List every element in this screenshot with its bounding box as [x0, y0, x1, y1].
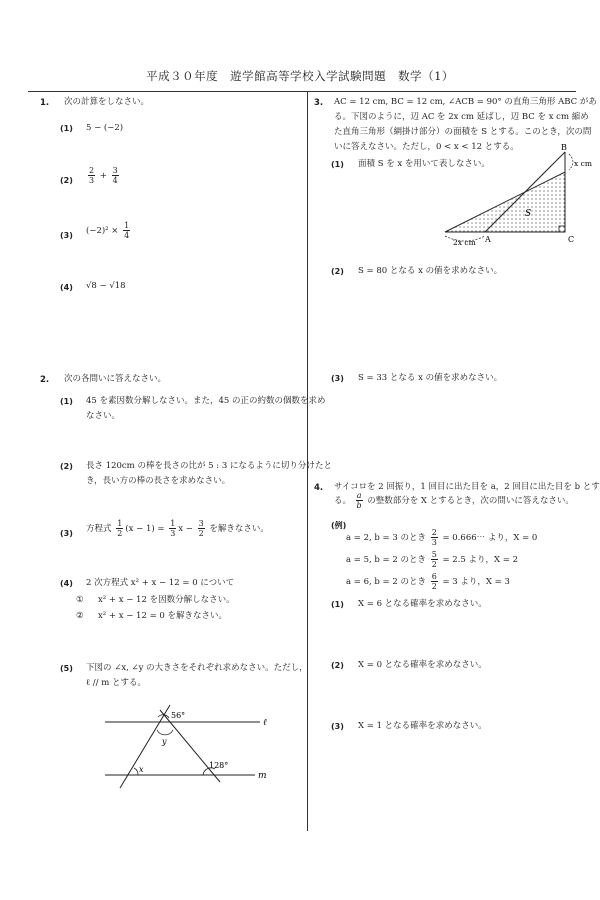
q1-2-expr: $\frac{2}{3}$ + $\frac{3}{4}$ — [89, 166, 118, 185]
vertex-b: B — [561, 143, 567, 152]
q3-2-text: S = 80 となる x の値を求めなさい。 — [358, 266, 503, 276]
q2-4-sub1: x² + x − 12 を因数分解しなさい。 — [98, 595, 235, 605]
q3-1-number: (1) — [331, 160, 344, 169]
q2-3-equation: 方程式 $\frac{1}{2}$ (x − 1) = $\frac{1}{3}$ x − $\frac{3}{2}$ を解きなさい。 — [86, 519, 269, 538]
q4-example-2: a = 5, b = 2 のとき $\frac{5}{2}$ = 2.5 より，X = 2 — [346, 550, 519, 569]
angle-arc-y — [157, 730, 173, 735]
q3-number: 3. — [314, 98, 324, 108]
q2-2-number: (2) — [60, 462, 73, 471]
q1-number: 1. — [40, 98, 50, 108]
q3-3-number: (3) — [331, 374, 344, 383]
parallel-lines-figure — [95, 700, 285, 790]
q1-stem: 次の計算をしなさい。 — [64, 97, 150, 107]
triangle-figure — [435, 142, 595, 247]
q2-2-line2: き，長い方の棒の長さを求めなさい。 — [86, 476, 231, 486]
q2-1-number: (1) — [60, 397, 73, 406]
q2-1-line2: なさい。 — [86, 411, 121, 421]
q2-2-line1: 長さ 120cm の棒を長さの比が 5 : 3 になるように切り分けたと — [86, 461, 332, 471]
q2-4-sub2-mark: ② — [76, 611, 84, 621]
q3-line4: いに答えなさい。ただし，0 < x < 12 とする。 — [334, 142, 519, 152]
q2-5-number: (5) — [60, 664, 73, 673]
x-cm-label: x cm — [574, 159, 592, 168]
q3-line2: る。下図のように，辺 AC を 2x cm 延ばし，辺 BC を x cm 縮め — [334, 112, 589, 122]
q4-example-1: a = 2, b = 3 のとき $\frac{2}{3}$ = 0.666⋯ より，X = 0 — [346, 528, 538, 547]
q4-2-text: X = 0 となる確率を求めなさい。 — [358, 660, 487, 670]
area-s-label: S — [525, 209, 532, 219]
vertex-c: C — [568, 235, 575, 244]
2x-cm-label: 2x cm — [453, 238, 476, 247]
q2-number: 2. — [40, 375, 50, 385]
q1-4-number: (4) — [60, 283, 73, 292]
angle-y-label: y — [162, 737, 167, 746]
line-l-label: ℓ — [263, 718, 267, 728]
header-rule — [28, 91, 576, 92]
q4-example-label: (例) — [331, 521, 347, 530]
q2-4-sub2: x² + x − 12 = 0 を解きなさい。 — [98, 611, 227, 621]
angle-x-label: x — [139, 765, 144, 774]
q1-1-number: (1) — [60, 124, 73, 133]
q3-3-text: S = 33 となる x の値を求めなさい。 — [358, 373, 503, 383]
angle-56-label: 56° — [171, 711, 186, 720]
q2-stem: 次の各問いに答えなさい。 — [64, 374, 167, 384]
q4-line2: る。 $\frac{a}{b}$ の整数部分を X とするとき，次の問いに答えなさい。 — [334, 491, 574, 510]
q3-1-text: 面積 S を x を用いて表しなさい。 — [358, 159, 490, 169]
q1-1-expr: 5 − (−2) — [86, 123, 124, 133]
transversal-right — [160, 710, 220, 782]
q4-2-number: (2) — [331, 661, 344, 670]
page-title: 平成３０年度 遊学館高等学校入学試験問題 数学（1） — [146, 69, 454, 83]
q3-2-number: (2) — [331, 267, 344, 276]
q3-line1: AC = 12 cm, BC = 12 cm, ∠ACB = 90° の直角三角形 ABC があ — [334, 97, 597, 107]
q4-3-number: (3) — [331, 722, 344, 731]
q2-4-sub1-mark: ① — [76, 595, 84, 605]
q2-4-number: (4) — [60, 579, 73, 588]
angle-128-label: 128° — [209, 761, 229, 770]
vertex-a: A — [485, 235, 491, 244]
q2-4-text: 2 次方程式 x² + x − 12 = 0 について — [86, 578, 235, 588]
transversal-left — [120, 705, 170, 788]
angle-arc-x — [134, 768, 138, 775]
q1-3-expr: (−2)² × $\frac{1}{4}$ — [86, 221, 130, 240]
q4-line1: サイコロを 2 回振り，1 回目に出た目を a，2 回目に出た目を b とす — [334, 482, 600, 492]
brace-x — [569, 154, 573, 170]
q1-2-number: (2) — [60, 176, 73, 185]
q2-5-line1: 下図の ∠x, ∠y の大きさをそれぞれ求めなさい。ただし， — [86, 663, 308, 673]
q3-line3: た直角三角形（網掛け部分）の面積を S とする。このとき，次の問 — [334, 127, 592, 137]
q4-example-3: a = 6, b = 2 のとき $\frac{6}{2}$ = 3 より，X = 3 — [346, 572, 510, 591]
q1-4-expr: √8 − √18 — [86, 281, 126, 291]
q4-number: 4. — [314, 483, 324, 493]
q4-1-number: (1) — [331, 600, 344, 609]
shaded-triangle — [445, 172, 565, 232]
q2-1-line1: 45 を素因数分解しなさい。また，45 の正の約数の個数を求め — [86, 396, 326, 406]
q4-3-text: X = 1 となる確率を求めなさい。 — [358, 721, 487, 731]
q1-3-number: (3) — [60, 231, 73, 240]
q4-1-text: X = 6 となる確率を求めなさい。 — [358, 599, 487, 609]
line-m-label: m — [258, 771, 267, 781]
q2-3-number: (3) — [60, 529, 73, 538]
q2-5-line2: ℓ // m とする。 — [86, 678, 146, 688]
